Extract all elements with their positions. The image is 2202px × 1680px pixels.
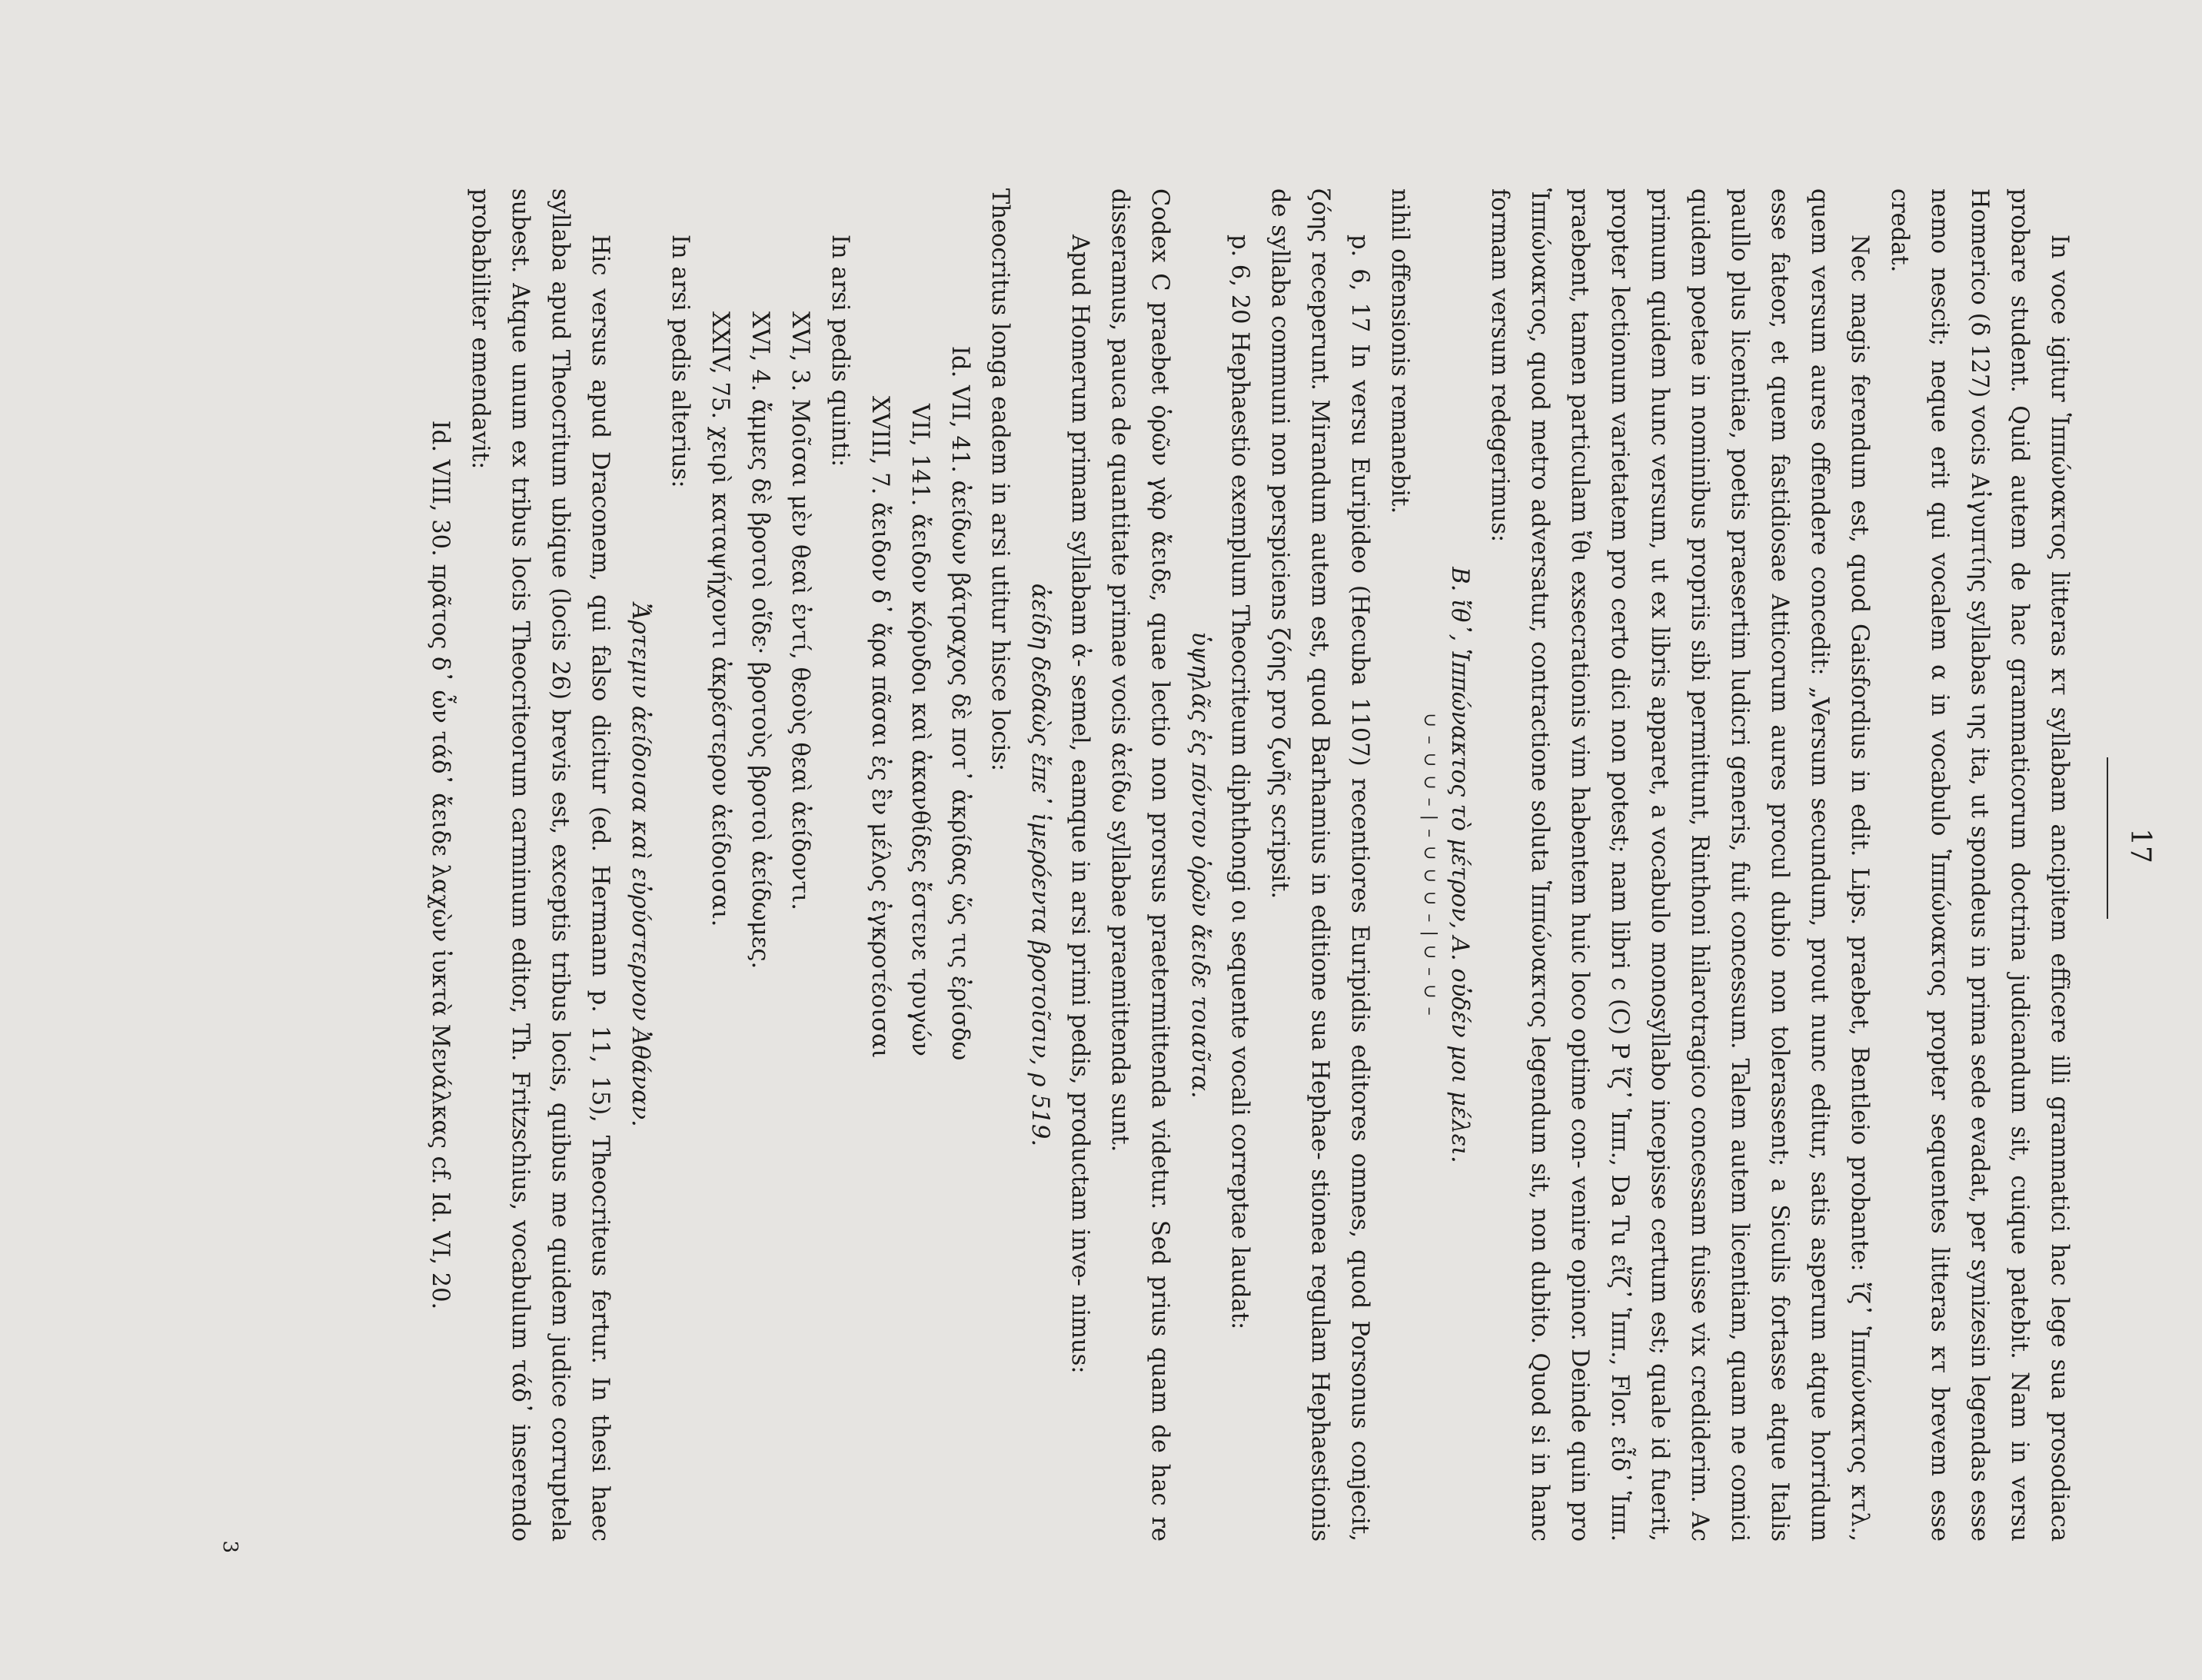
text-line: In arsi pedis alterius: [667, 235, 694, 488]
text-line: prima sede evadat, per synizesin legendas esse nemo nescit; neque erit qui vocalem α in vocabulo [1926, 188, 1993, 1542]
text-line: Theocritus longa eadem in arsi utitur hisce locis: [986, 188, 1013, 772]
citation-line: XXIV, 75. χειρὶ καταψήχοντι ἀκρέστερον ἀείδοισαι. [707, 311, 733, 927]
paragraph-4 [1259, 188, 1379, 1542]
text-line: Flor. εἶδ᾽ Ἱππ. praebent, tamen particulam ἴθι exsecrationis vim habentem huic loco optime con- [1566, 188, 1633, 1542]
citation-block [700, 188, 820, 1542]
verse-quotation: Ἄρτεμιν ἀείδοισα καὶ εὐρύστερνον Ἀθάναν. [627, 603, 654, 1127]
verse-quotation: Id. VIII, 30. πρᾶτος δ᾽ ὦν τάδ᾽ ἄειδε λαχὼν ἰυκτὰ Μενάλκας cf. Id. VI, 20. [427, 420, 454, 1310]
text-line: cuique patebit. Nam in versu Homerico (δ 127) vocis Αἰγυπτίης syllabas ιης ita, ut spondeus in [1966, 188, 2033, 1542]
text-line: versum, ut ex libris apparet, a vocabulo monosyllabo incepisse certum est; quale id fuerit, propter [1606, 188, 1673, 1542]
paragraph-1 [1879, 188, 2079, 1542]
text-line: Apud Homerum primam syllabam ἀ- semel, eamque in arsi primi pedis, productam inve- [1066, 235, 1093, 1286]
text-line: permittunt, Rinthoni hilarotragico concessam fuisse vix crediderim. Ac primum quidem hunc [1646, 188, 1713, 1542]
text-line: quibus me quidem judice corruptela subest. Atque unum ex tribus locis Theocriteorum carminum [507, 188, 574, 1542]
citation-line: VII, 141. ἄειδον κόρυδοι καὶ ἀκανθίδες ἔστενε τρυγών [906, 404, 933, 1056]
page-number: 17 [2124, 828, 2156, 863]
verse-quotation: ἀείδη δεδαὼς ἔπε᾽ ἱμερόεντα βροτοῖσιν, ρ 519. [1026, 583, 1053, 1147]
text-line: satis asperum atque horridum esse fateor, et quem fastidiosae Atticorum aures procul dubio non [1766, 188, 1833, 1542]
text-line: editor, Th. Fritzschius, vocabulum τάδ᾽ inserendo probabiliter emendavit: [467, 188, 534, 1542]
text-line: fuit concessum. Talem autem licentiam, quam ne comici quidem poetae in nominibus propriis sibi [1686, 188, 1753, 1542]
verse-quotation: ὑψηλᾶς ἐς πόντον ὁρῶν ἄειδε τοιαῦτα. [1186, 631, 1213, 1099]
text-line: In arsi pedis quinti: [827, 235, 853, 467]
text-line: Ἱππώνακτος propter sequentes litteras κτ brevem esse credat. [1886, 188, 1953, 1542]
body-text [420, 188, 2079, 1542]
text-line: Nec magis ferendum est, quod Gaisfordius in edit. Lips. praebet, Bentleio probante: ἴζ᾽ [1846, 235, 1873, 1316]
verse-quotation: B. ἴθ᾽, Ἱππώνακτος τὸ μέτρον, A. οὐδέν μοι μέλει. [1446, 567, 1473, 1163]
paragraph-11 [460, 188, 620, 1542]
citation-line: XVI, 3. Μοῖσαι μὲν θεαὶ ἐντί, θεοὺς θεαὶ ἀείδοντι. [787, 311, 813, 910]
paragraph-5 [1219, 188, 1259, 1542]
text-line: In voce igitur Ἱππώνακτος litteras κτ syllabam ancipitem efficere illi grammatici hac lege [2046, 235, 2073, 1348]
citation-line: Id. VII, 41. ἀείδων βάτραχος δὲ ποτ᾽ ἀκρίδας ὥς τις ἐρίσδω [946, 346, 973, 1061]
paragraph-3 [1379, 188, 1419, 1542]
text-line: tolerassent; a Siculis fortasse atque Italis paullo plus licentiae, poetis praesertim ludicri generis, [1726, 188, 1793, 1542]
text-line: sua prosodiaca probare student. Quid autem de hac grammaticorum doctrina judicandum sit, [2006, 188, 2073, 1542]
text-line: nimus: [1066, 1293, 1093, 1374]
text-line: de hac re disseramus, pauca de quantitate primae vocis ἀείδω syllabae praemittenda sunt. [1106, 188, 1173, 1542]
citation-block [860, 188, 980, 1542]
page-number-rule [2107, 757, 2108, 919]
signature-mark: 3 [218, 1540, 241, 1553]
text-line: nihil offensionis remanebit. [1386, 188, 1413, 514]
text-line: p. 6, 17 In versu Euripideo (Hecuba 1107) recentiores Euripidis editores omnes, quod [1346, 235, 1373, 1309]
text-line: Ἱππώνακτος κτλ., quem versum aures offendere concedit: „Versum secundum, prout nunc editur, [1806, 188, 1873, 1542]
citation-line: XVI, 4. ἄμμες δὲ βροτοὶ οἵδε· βροτοὺς βροτοὶ ἀείδωμες. [747, 311, 773, 970]
text-line: lectionum varietatem pro certo dici non potest; nam libri c (C) P ἴζ᾽ Ἱππ., Da Tu εἴζ᾽ Ἱππ., [1606, 286, 1633, 1366]
text-line: Porsonus conjecit, ζόης receperunt. Mirandum autem est, quod Barhamius in editione sua Hephae- [1306, 188, 1373, 1542]
text-line: stionea regulam Hephaestionis de syllaba communi non perspiciens ζόης pro ζωῆς scripsit. [1266, 188, 1333, 1542]
text-line: p. 6, 20 Hephaestio exemplum Theocriteum diphthongi οι sequente vocali correptae laudat: [1226, 235, 1253, 1330]
paragraph-8 [980, 188, 1020, 1542]
text-line: venire opinor. Deinde quin pro Ἱππώνακτος, quod metro adversatur, contractione soluta Ἱππώνακτος [1526, 188, 1593, 1542]
text-line: In thesi haec syllaba apud Theocritum ubique (locis 26) brevis est, exceptis tribus locis, [547, 188, 614, 1542]
citation-line: XVIII, 7. ἄειδον δ᾽ ἄρα πᾶσαι ἐς ἓν μέλος ἐγκροτέοισαι [866, 396, 893, 1059]
text-line: Codex C praebet ὁρῶν γὰρ ἄειδε, quae lectio non prorsus praetermittenda videtur. Sed prius quam [1146, 188, 1173, 1414]
paragraph-7 [1059, 188, 1099, 1542]
paragraph-9 [820, 188, 860, 1542]
metrical-scheme: ∪ – ∪ ∪ – | – ∪ ∪ ∪ – | ∪ – ∪ – [1420, 713, 1439, 1017]
paragraph-6 [1099, 188, 1179, 1542]
paragraph-10 [660, 188, 700, 1542]
text-line: Hic versus apud Draconem, qui falso dicitur (ed. Hermann p. 11, 15), Theocriteus fertur. [587, 235, 614, 1364]
text-line: legendum sit, non dubito. Quod si in hanc formam versum redegerimus: [1486, 188, 1553, 1542]
paragraph-2 [1479, 188, 1879, 1542]
